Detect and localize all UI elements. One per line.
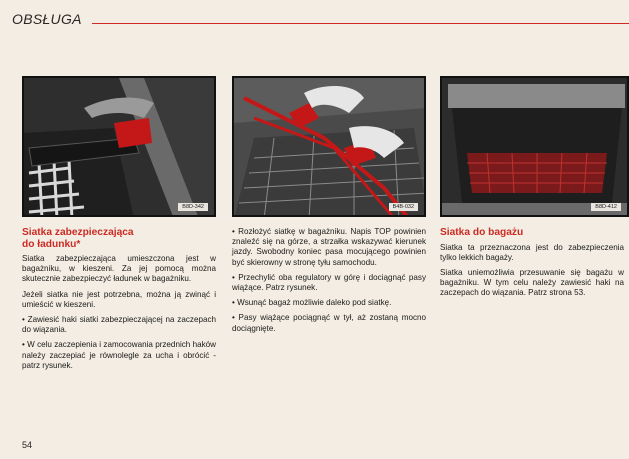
bullet-item: • Zawiesić haki siatki zabezpieczającej na zaczepach do wiązania. — [22, 315, 216, 335]
paragraph: Siatka zabezpieczająca umieszczona jest w bagażniku, w kieszeni. Za jej pomocą można skutecznie zabezpieczyć ładunek w bagażniku. — [22, 254, 216, 284]
figure-code: B4B-032 — [389, 203, 418, 211]
figure-net-installation — [232, 76, 426, 217]
figure-code: B8D-342 — [178, 203, 208, 211]
figure-code: B8D-412 — [591, 203, 621, 211]
column-3 — [440, 227, 624, 304]
figure-2-illustration — [234, 78, 426, 217]
bullet-item: • Przechylić oba regulatory w górę i dociągnąć pasy wiążące. Patrz rysunek. — [232, 272, 426, 293]
figure-luggage-net — [440, 76, 629, 217]
bullet-item: • Pasy wiążące pociągnąć w tył, aż zostaną mocno dociągnięte. — [232, 313, 426, 333]
figure-3-illustration — [442, 78, 629, 217]
section-heading: Siatka do bagażu — [440, 227, 524, 238]
paragraph: Jeżeli siatka nie jest potrzebna, można ją zwinąć i umieścić w kieszeni. — [22, 289, 216, 309]
paragraph: Siatka ta przeznaczona jest do zabezpieczenia tylko lekkich bagaży. — [440, 242, 624, 262]
bullet-item: • W celu zaczepienia i zamocowania przednich haków należy zaczepiać je równolegle za ucha i obrócić - patrz rysunek. — [22, 340, 216, 370]
column-2 — [232, 227, 426, 339]
section-title: OBSŁUGA — [12, 11, 82, 27]
page-number: 54 — [22, 440, 33, 450]
header-divider — [92, 23, 629, 24]
paragraph: Siatka uniemożliwia przesuwanie się bagażu w bagażniku. W tym celu należy zawiesić haki na zaczepach do wiązania. Patrz strona 53. — [440, 267, 624, 298]
figure-1-illustration — [24, 78, 216, 217]
column-1 — [22, 227, 216, 376]
bullet-item: • Wsunąć bagaż możliwie daleko pod siatkę. — [232, 298, 392, 308]
bullet-item: • Rozłożyć siatkę w bagażniku. Napis TOP powinien znaleźć się na górze, a strzałka wskazywać kierunek jazdy. Swobodny koniec pasa mocującego powinien być skierowny w stronę tyłu samochodu. — [232, 227, 426, 267]
figure-cargo-net-pocket — [22, 76, 216, 217]
section-heading — [22, 227, 216, 250]
heading-line-1: Siatka zabezpieczająca — [22, 227, 134, 238]
heading-line-2: do ładunku* — [22, 238, 81, 250]
